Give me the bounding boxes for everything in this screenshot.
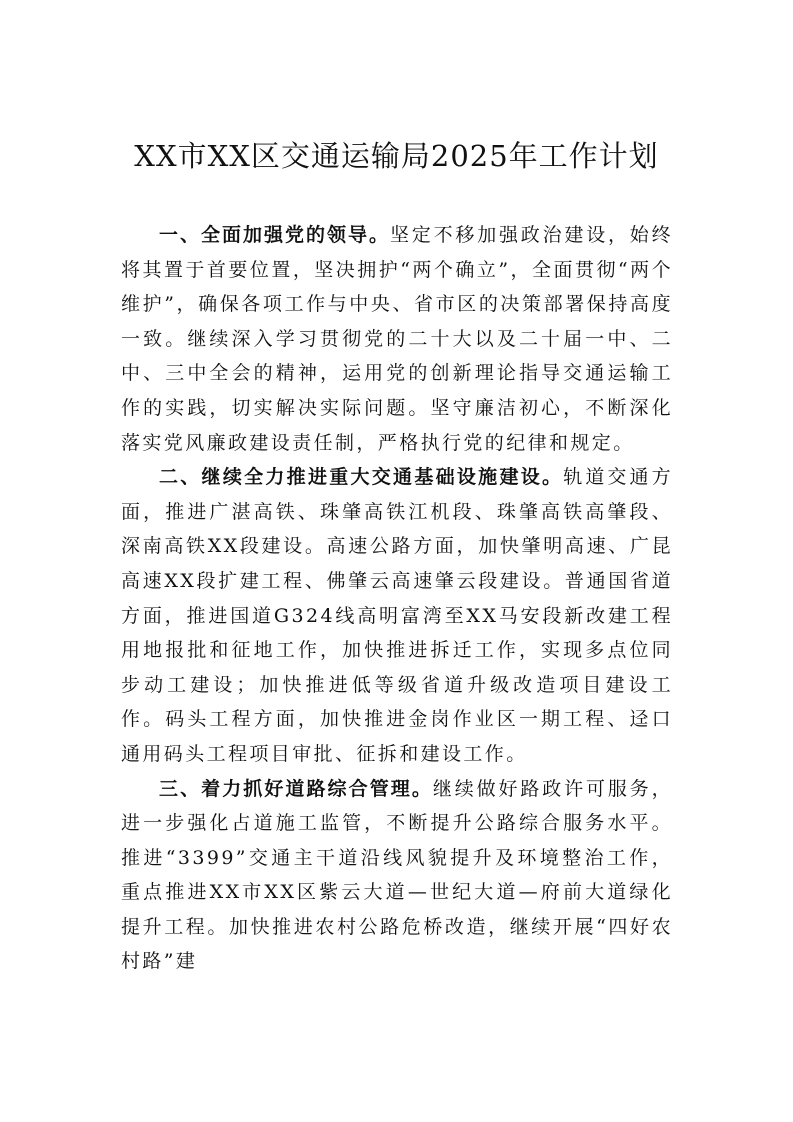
document-title: XX市XX区交通运输局2025年工作计划 [134,139,659,173]
paragraph-heading: 二、继续全力推进重大交通基础设施建设。 [159,466,564,489]
paragraph-heading: 三、着力抓好道路综合管理。 [159,777,433,800]
paragraph-infrastructure [121,460,673,771]
paragraph-text: 继续做好路政许可服务，进一步强化占道施工监管，不断提升公路综合服务水平。推进“3399”交通主干道沿线风貌提升及环境整治工作，重点推进XX市XX区紫云大道—世纪大道—府前大道绿化提升工程。加快推进农村公路危桥改造，继续开展“四好农村路”建 [121,777,673,973]
paragraph-road-management [121,772,673,980]
document-body [121,218,673,979]
paragraph-heading: 一、全面加强党的领导。 [159,224,390,246]
paragraph-text: 轨道交通方面，推进广湛高铁、珠肇高铁江机段、珠肇高铁高肇段、深南高铁XX段建设。高速公路方面，加快肇明高速、广昆高速XX段扩建工程、佛肇云高速肇云段建设。普通国省道方面，推进国道G324线高明富湾至XX马安段新改建工程用地报批和征地工作，加快推进拆迁工作，实现多点位同步动工建设；加快推进低等级省道升级改造项目建设工作。码头工程方面，加快推进金岗作业区一期工程、迳口通用码头工程项目审批、征拆和建设工作。 [121,466,673,765]
paragraph-party-leadership [121,218,673,460]
paragraph-text: 坚定不移加强政治建设，始终将其置于首要位置，坚决拥护“两个确立”，全面贯彻“两个维护”，确保各项工作与中央、省市区的决策部署保持高度一致。继续深入学习贯彻党的二十大以及二十届一中、二中、三中全会的精神，运用党的创新理论指导交通运输工作的实践，切实解决实际问题。坚守廉洁初心，不断深化落实党风廉政建设责任制，严格执行党的纪律和规定。 [121,224,673,454]
